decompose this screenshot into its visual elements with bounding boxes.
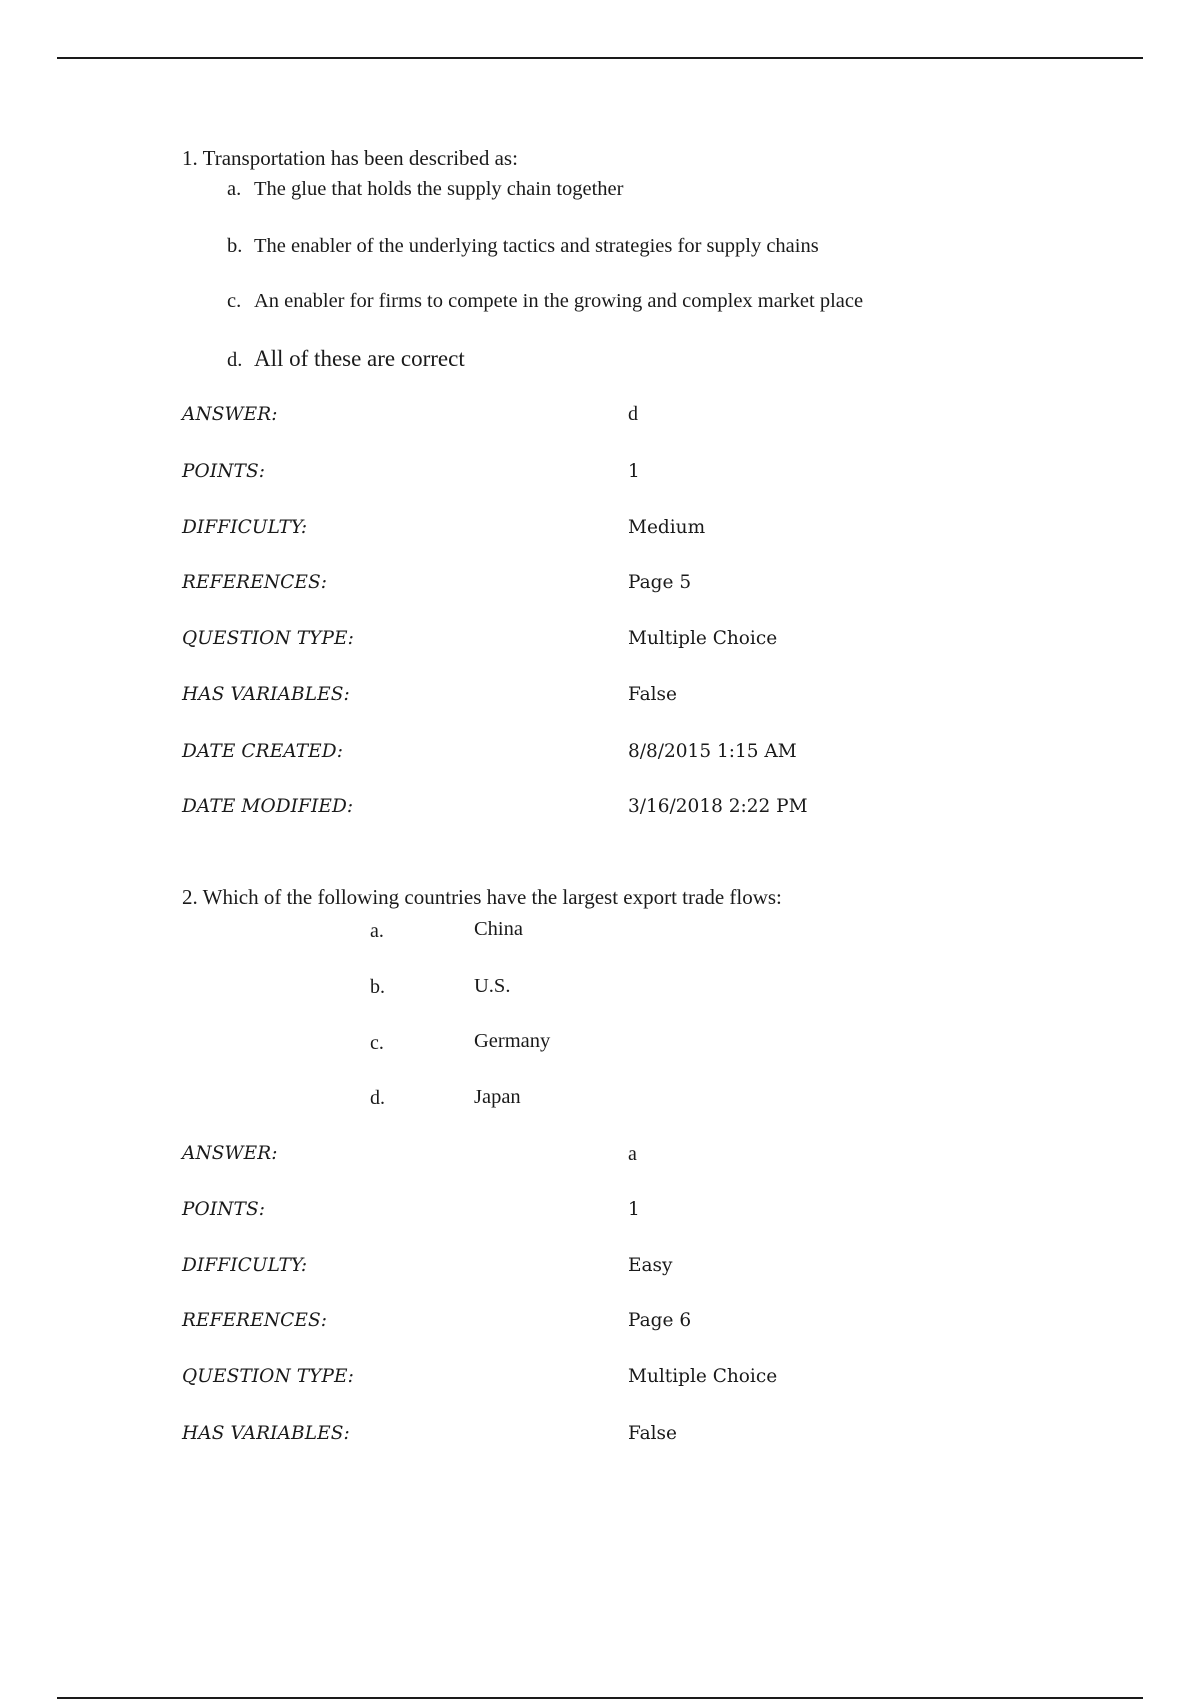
option-text: An enabler for firms to compete in the growing and complex market place (254, 290, 864, 312)
option-text: All of these are correct (254, 346, 465, 371)
q1-question-type-value: Multiple Choice (628, 628, 778, 649)
q2-references-label: REFERENCES: (182, 1310, 328, 1331)
question-2-option-a-letter: a. (370, 920, 384, 942)
question-2-stem: 2. Which of the following countries have the largest export trade flows: (182, 885, 782, 909)
q2-difficulty-label: DIFFICULTY: (182, 1255, 308, 1276)
q2-answer-label: ANSWER: (182, 1143, 278, 1164)
q1-difficulty-label: DIFFICULTY: (182, 517, 308, 538)
q2-question-type-label: QUESTION TYPE: (182, 1366, 354, 1387)
option-letter: c. (227, 290, 242, 312)
q2-has-variables-value: False (628, 1423, 677, 1444)
question-1-option-b (227, 235, 819, 258)
q1-date-modified-value: 3/16/2018 2:22 PM (628, 796, 808, 817)
question-1-option-c (227, 290, 863, 313)
q2-answer-value: a (628, 1143, 637, 1165)
question-2-option-b-text: U.S. (474, 975, 511, 997)
question-2-option-d-text: Japan (474, 1086, 521, 1108)
q1-answer-label: ANSWER: (182, 404, 278, 425)
option-text: The glue that holds the supply chain together (254, 178, 624, 200)
q2-points-value: 1 (628, 1199, 640, 1220)
question-1-option-d (227, 346, 465, 372)
q1-answer-value: d (628, 403, 638, 425)
option-letter: d. (227, 349, 243, 371)
question-2-option-d-letter: d. (370, 1087, 385, 1109)
q1-points-value: 1 (628, 461, 640, 482)
question-2-option-a-text: China (474, 918, 523, 940)
option-text: The enabler of the underlying tactics and strategies for supply chains (254, 235, 819, 257)
q2-has-variables-label: HAS VARIABLES: (182, 1423, 350, 1444)
option-letter: a. (227, 178, 242, 200)
question-2-option-c-text: Germany (474, 1030, 551, 1052)
q2-difficulty-value: Easy (628, 1255, 673, 1276)
q1-date-modified-label: DATE MODIFIED: (182, 796, 354, 817)
q1-question-type-label: QUESTION TYPE: (182, 628, 354, 649)
question-2-option-b-letter: b. (370, 976, 385, 998)
q1-points-label: POINTS: (182, 461, 266, 482)
q1-has-variables-label: HAS VARIABLES: (182, 684, 350, 705)
q2-question-type-value: Multiple Choice (628, 1366, 778, 1387)
top-rule (57, 57, 1143, 59)
bottom-rule (57, 1697, 1143, 1699)
q1-date-created-label: DATE CREATED: (182, 741, 344, 762)
question-2-option-c-letter: c. (370, 1032, 384, 1054)
q2-points-label: POINTS: (182, 1199, 266, 1220)
q1-date-created-value: 8/8/2015 1:15 AM (628, 741, 797, 762)
question-1-stem: 1. Transportation has been described as: (182, 146, 518, 170)
q1-references-label: REFERENCES: (182, 572, 328, 593)
q1-references-value: Page 5 (628, 572, 692, 593)
question-1-option-a (227, 178, 623, 201)
option-letter: b. (227, 235, 243, 257)
q1-has-variables-value: False (628, 684, 677, 705)
q1-difficulty-value: Medium (628, 517, 706, 538)
q2-references-value: Page 6 (628, 1310, 692, 1331)
